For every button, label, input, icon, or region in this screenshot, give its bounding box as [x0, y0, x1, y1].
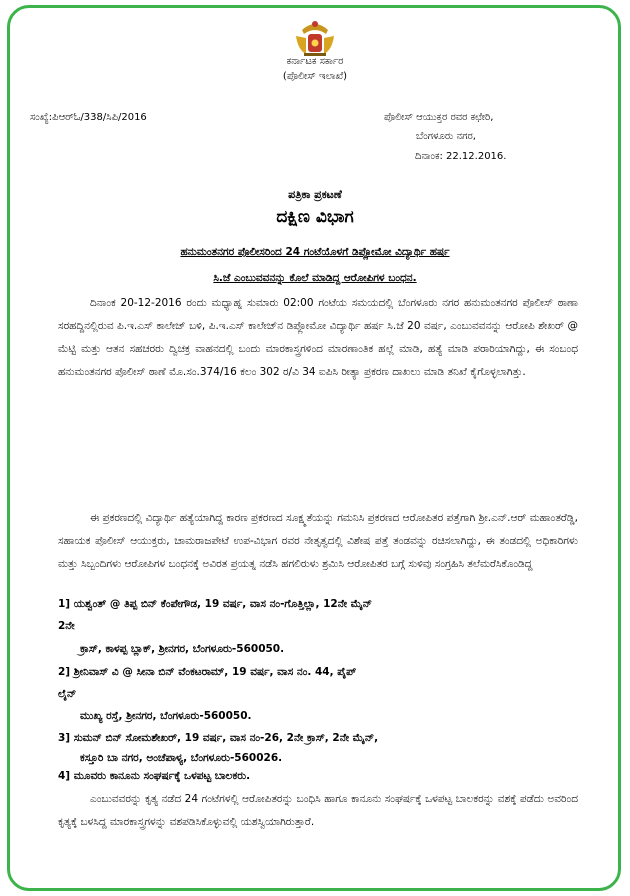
accused-2-line1: 2] ಶ್ರೀನಿವಾಸ್ ವಿ @ ಸೀನಾ ಬಿನ್ ವೆಂಕಟರಾಮ್, 19 ವರ್ಷ, ವಾಸ ನಂ. 44, ಪೈಪ್ [58, 666, 357, 678]
body-paragraph-3: ಎಂಬುವವರನ್ನು ಕೃತ್ಯ ನಡೆದ 24 ಗಂಟೆಗಳಲ್ಲಿ ಆರೋಪಿತರನ್ನು ಬಂಧಿಸಿ ಹಾಗೂ ಕಾನೂನು ಸಂಘರ್ಷಕ್ಕೆ ಒಳಪಟ್ಟ ಬಾಲಕರನ್ನು ವಶಕ್ಕೆ ಪಡೆದು ಅವರಿಂದ ಕೃತ್ಯಕ್ಕೆ ಬಳಸಿದ್ದ ಮಾರಕಾಸ್ತ್ರಗಳನ್ನು ವಶಪಡಿಸಿಕೊಳ್ಳುವಲ್ಲಿ ಯಶಸ್ವಿಯಾಗಿರುತ್ತಾರೆ. [58, 793, 578, 828]
office-address-line1: ಪೊಲೀಸ್ ಆಯುಕ್ತರ ರವರ ಕಛೇರಿ, [384, 112, 494, 123]
press-release-label: ಪತ್ರಿಕಾ ಪ್ರಕಟಣೆ [288, 188, 342, 201]
division-title: ದಕ್ಷಿಣ ವಿಭಾಗ [276, 207, 354, 227]
reference-number: ಸಂಖ್ಯೆ:ಪಿಆರ್‌ಓ/338/ಸಿಪಿ/2016 [30, 112, 147, 123]
accused-1-line2: 2ನೇ [58, 620, 75, 632]
accused-3-line1: 3] ಸುಮನ್ ಬಿನ್ ಸೋಮಶೇಖರ್, 19 ವರ್ಷ, ವಾಸ ನಂ-26, 2ನೇ ಕ್ರಾಸ್, 2ನೇ ಮೈನ್, [58, 732, 379, 744]
accused-1-line1: 1] ಯಶ್ವಂತ್ @ ತಿಪ್ಪ ಬಿನ್ ಕೆಂಪೇಗೌಡ, 19 ವರ್ಷ, ವಾಸ ನಂ-ಗೊತ್ತಿಲ್ಲಾ, 12ನೇ ಮೈನ್ [58, 598, 373, 610]
body-paragraph-1: ದಿನಾಂಕ 20-12-2016 ರಂದು ಮಧ್ಯಾಹ್ನ ಸುಮಾರು 02:00 ಗಂಟೆಯ ಸಮಯದಲ್ಲಿ ಬೆಂಗಳೂರು ನಗರ ಹನುಮಂತನಗರ ಪೊಲೀಸ್ ಠಾಣಾ ಸರಹದ್ದಿನಲ್ಲಿರುವ ಪಿ.ಇ.ಎಸ್ ಕಾಲೇಜ್ ಬಳಿ, ಪಿ.ಇ.ಎಸ್ ಕಾಲೇಜ್‌ನ ಡಿಪ್ಲೋಮೋ ವಿದ್ಯಾರ್ಥಿ ಹರ್ಷ ಸಿ.ಜೆ 20 ವರ್ಷ, ಎಂಬುವವನನ್ನು ಆರೋಪಿ ಶೇಖರ್ @ ಮೆಟ್ಟಿ ಮತ್ತು ಆತನ ಸಹಚರರು ದ್ವಿಚಕ್ರ ವಾಹನದಲ್ಲಿ ಬಂದು ಮಾರಕಾಸ್ತ್ರಗಳಿಂದ ಮಾರಣಾಂತಿಕ ಹಲ್ಲೆ ಮಾಡಿ, ಹತ್ಯೆ ಮಾಡಿ ಪರಾರಿಯಾಗಿದ್ದು, ಈ ಸಂಬಂಧ ಹನುಮಂತನಗರ ಪೊಲೀಸ್ ಠಾಣೆ ಮೊ.ಸಂ.374/16 ಕಲಂ 302 ರ/ವಿ 34 ಐಪಿಸಿ ರೀತ್ಯಾ ಪ್ರಕರಣ ದಾಖಲು ಮಾಡಿ ತನಿಖೆ ಕೈಗೊಳ್ಳಲಾಗಿತ್ತು. [58, 297, 578, 378]
release-date: ದಿನಾಂಕ: 22.12.2016. [415, 151, 507, 162]
accused-2-line3: ಮುಖ್ಯ ರಸ್ತೆ, ಶ್ರೀನಗರ, ಬೆಂಗಳೂರು-560050. [80, 710, 252, 722]
accused-3-line2: ಕಸ್ತೂರಿ ಬಾ ನಗರ, ಅಂಚೆಪಾಳ್ಯ, ಬೆಂಗಳೂರು-560026. [80, 752, 283, 764]
accused-1-line3: ಕ್ರಾಸ್, ಕಾಳಪ್ಪ ಬ್ಲಾಕ್, ಶ್ರೀನಗರ, ಬೆಂಗಳೂರು-560050. [80, 643, 285, 655]
headline-line1: ಹನುಮಂತನಗರ ಪೊಲೀಸರಿಂದ 24 ಗಂಟೆಯೊಳಗೆ ಡಿಪ್ಲೋಮೋ ವಿದ್ಯಾರ್ಥಿ ಹರ್ಷ [180, 246, 450, 258]
office-address-line2: ಬೆಂಗಳೂರು ನಗರ, [416, 131, 476, 142]
accused-2-line2: ಲೈನ್ [58, 688, 77, 700]
department-title: (ಪೊಲೀಸ್ ಇಲಾಖೆ) [282, 71, 348, 82]
body-paragraph-2: ಈ ಪ್ರಕರಣದಲ್ಲಿ ವಿದ್ಯಾರ್ಥಿ ಹತ್ಯೆಯಾಗಿದ್ದ ಕಾರಣ ಪ್ರಕರಣದ ಸೂಕ್ಷ್ಮತೆಯನ್ನು ಗಮನಿಸಿ ಪ್ರಕರಣದ ಆರೋಪಿತರ ಪತ್ತೆಗಾಗಿ ಶ್ರೀ.ಎನ್.ಆರ್ ಮಹಾಂತರೆಡ್ಡಿ, ಸಹಾಯಕ ಪೊಲೀಸ್ ಆಯುಕ್ತರು, ಚಾಮರಾಜಪೇಟೆ ಉಪ-ವಿಭಾಗ ರವರ ನೇತೃತ್ವದಲ್ಲಿ ವಿಶೇಷ ಪತ್ತೆ ತಂಡವನ್ನು ರಚಿಸಲಾಗಿದ್ದು, ಈ ತಂಡದಲ್ಲಿ ಅಧಿಕಾರಿಗಳು ಮತ್ತು ಸಿಬ್ಬಂದಿಗಳು ಆರೋಪಿಗಳ ಬಂಧನಕ್ಕೆ ಅವಿರತ ಪ್ರಯತ್ನ ನಡೆಸಿ ಹಗಲಿರುಳು ಶ್ರಮಿಸಿ ಆರೋಪಿತರ ಬಗ್ಗೆ ಸುಳಿವು ಸಂಗ್ರಹಿಸಿ ತಲೆಮರೆಸಿಕೊಂಡಿದ್ದ [58, 512, 578, 570]
headline-line2: ಸಿ.ಜೆ ಎಂಬುವವನನ್ನು ಕೊಲೆ ಮಾಡಿದ್ದ ಆರೋಪಿಗಳ ಬಂಧನ. [213, 272, 417, 284]
karnataka-emblem-icon [292, 16, 338, 58]
accused-4-line1: 4] ಮೂವರು ಕಾನೂನು ಸಂಘರ್ಷಕ್ಕೆ ಒಳಪಟ್ಟ ಬಾಲಕರು. [58, 770, 251, 782]
government-title: ಕರ್ನಾಟಕ ಸರ್ಕಾರ [286, 56, 344, 67]
